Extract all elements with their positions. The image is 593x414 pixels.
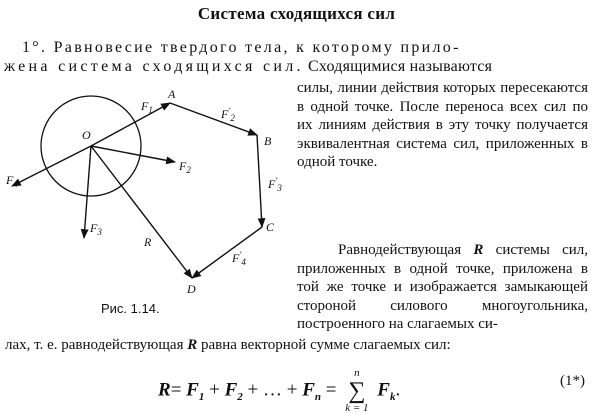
last-line-a: лах, т. е. равнодействующая [5,337,188,353]
summation-sign: n ∑ k = 1 [345,367,369,414]
resultant-symbol: R [473,242,484,258]
intro-paragraph [4,38,585,76]
label-F2-prime: $F'_2$ [221,106,235,123]
intro-line-2-rest: Сходящимися называются [303,58,493,75]
section-title: Система сходящихся сил [197,4,396,23]
label-R: R [144,235,152,249]
equation-number: (1*) [560,373,585,389]
right-column-paragraph-1 [297,79,588,172]
right-column-paragraph-2 [297,241,588,334]
last-line-b: равна векторной сумме слагаемых сил: [197,337,451,353]
label-F3-prime: $F'_3$ [268,176,282,193]
label-A: A [168,87,176,101]
label-F4: $F_4$ [6,173,18,189]
force-polygon-figure [0,74,300,304]
label-F1: $F_1$ [141,99,153,115]
resultant-text-b: системы сил, приложенных в одной точке, приложена в той же точке и изображается замыкающей стороной силового многоугольника, построенного на слагаемых си- [297,242,588,333]
intro-line-1: 1°. Равновесие твердого тела, к которому прило- [22,39,461,56]
equation-1: $R= F_1 + F_2$ + … + $F_n$ = n ∑ k = 1 $F_k$. [158,367,401,414]
eq-lhs: R [158,379,171,401]
intro-line-2-text: жена система сходящихся сил. [4,58,304,75]
vector-F2-prime [170,103,257,135]
vector-R [91,146,192,278]
last-line-R: R [187,337,198,353]
resultant-text-a: Равнодействующая [338,242,474,258]
vector-F4-prime [192,227,262,278]
label-C: C [266,220,275,234]
label-F4-prime: $F'_4$ [232,250,246,267]
label-F2: $F_2$ [179,159,191,175]
full-width-line [5,336,588,355]
label-B: B [264,134,272,148]
vector-F3-prime [257,135,262,227]
label-D: D [187,282,196,296]
label-F3: $F_3$ [90,221,102,237]
vector-F1 [91,103,170,146]
figure-caption: Рис. 1.14. [101,301,160,316]
definition-text: силы, линии действия которых пересекаются в одной точке. После переноса всех сил по их линиям действия в эту точку получается эквивалентная система сил, приложенных в одной точке. [297,80,588,171]
resultant-text [297,241,588,334]
label-O: O [82,128,91,142]
vector-F2 [91,146,175,162]
vector-F4 [12,146,91,186]
